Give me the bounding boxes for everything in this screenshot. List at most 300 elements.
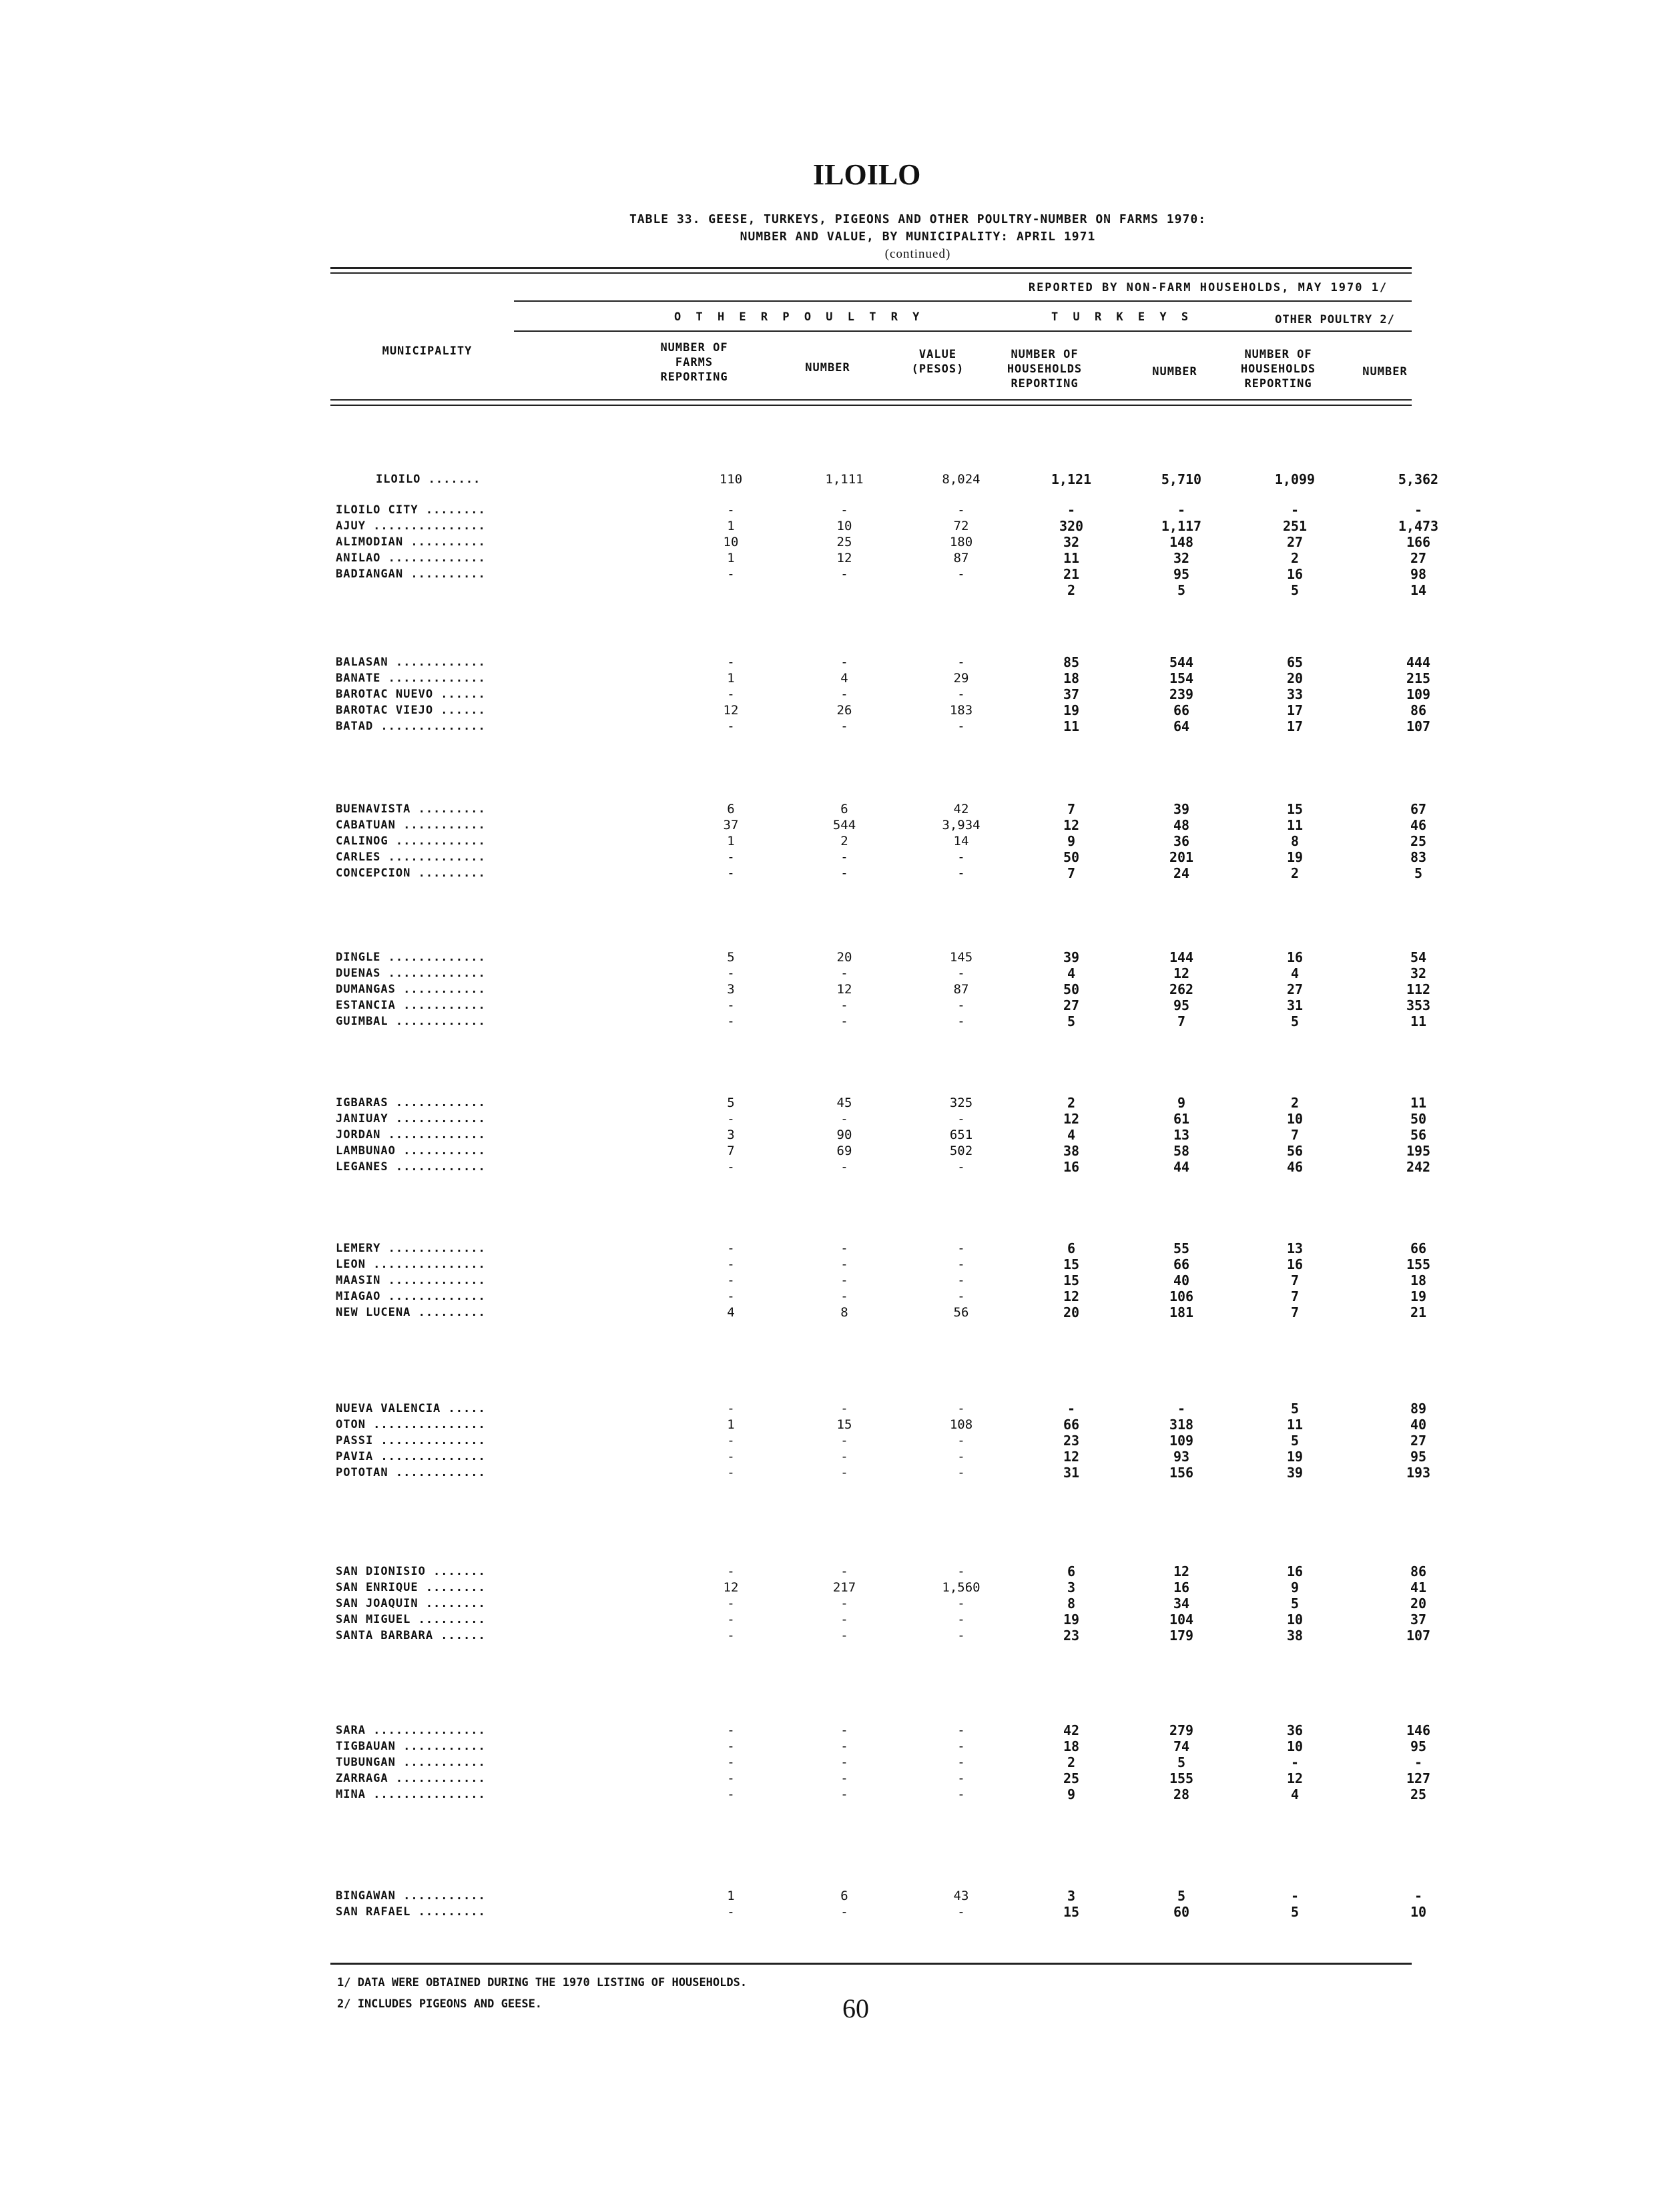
cell-other-households: 17 bbox=[1286, 702, 1304, 718]
cell-turkey-households: 66 bbox=[1063, 1417, 1080, 1433]
cell-turkey-number: 5,710 bbox=[1161, 471, 1202, 487]
cell-turkey-number: 5 bbox=[1177, 1754, 1186, 1770]
cell-number: 26 bbox=[836, 703, 852, 718]
cell-turkey-number: 181 bbox=[1169, 1304, 1194, 1320]
cell-other-households: 9 bbox=[1290, 1579, 1300, 1596]
cell-turkey-households: 39 bbox=[1063, 949, 1080, 965]
municipality-name: OTON ............... bbox=[336, 1418, 486, 1431]
municipality-name: ALIMODIAN .......... bbox=[336, 535, 486, 549]
cell-number: - bbox=[840, 1014, 848, 1029]
cell-value: 145 bbox=[949, 950, 973, 965]
cell-turkey-number: 66 bbox=[1173, 702, 1190, 718]
cell-turkey-number: 64 bbox=[1173, 718, 1190, 734]
cell-other-number: 21 bbox=[1410, 1304, 1427, 1320]
cell-value: - bbox=[957, 1289, 965, 1304]
cell-other-number: 193 bbox=[1406, 1465, 1431, 1481]
table-row bbox=[330, 801, 1425, 817]
cell-other-households: 2 bbox=[1290, 865, 1300, 881]
cell-farms-reporting: 110 bbox=[719, 472, 743, 487]
cell-turkey-number: 61 bbox=[1173, 1111, 1190, 1127]
municipality-name: TUBUNGAN ........... bbox=[336, 1756, 486, 1769]
cell-turkey-households: 38 bbox=[1063, 1143, 1080, 1159]
cell-farms-reporting: 5 bbox=[727, 950, 735, 965]
row-group-2 bbox=[330, 654, 1431, 734]
cell-number: - bbox=[840, 1160, 848, 1174]
other-poultry-2-header: OTHER POULTRY 2/ bbox=[1275, 313, 1395, 326]
cell-farms-reporting: 1 bbox=[727, 519, 735, 533]
cell-number: - bbox=[840, 1465, 848, 1480]
cell-other-number: 86 bbox=[1410, 1563, 1427, 1579]
table-row bbox=[330, 981, 1431, 997]
cell-number: 20 bbox=[836, 950, 852, 965]
cell-other-households: 5 bbox=[1290, 1596, 1300, 1612]
cell-farms-reporting: - bbox=[727, 1596, 735, 1611]
cell-turkey-households: 12 bbox=[1063, 1288, 1080, 1304]
cell-number: - bbox=[840, 1433, 848, 1448]
cell-number: - bbox=[840, 1241, 848, 1256]
row-group-8 bbox=[330, 1563, 1431, 1644]
cell-other-number: 195 bbox=[1406, 1143, 1431, 1159]
page-title: ILOILO bbox=[813, 158, 921, 191]
cell-turkey-households: 23 bbox=[1063, 1628, 1080, 1644]
cell-turkey-households: 9 bbox=[1067, 833, 1076, 849]
cell-value: 56 bbox=[953, 1305, 969, 1320]
cell-other-number: 20 bbox=[1410, 1596, 1427, 1612]
table-row bbox=[330, 566, 1425, 582]
cell-other-number: 67 bbox=[1410, 801, 1427, 817]
col-other-households-header: NUMBER OF HOUSEHOLDS REPORTING bbox=[1240, 348, 1316, 391]
reported-by-header: REPORTED BY NON-FARM HOUSEHOLDS, MAY 1970 1/ bbox=[1028, 281, 1388, 294]
cell-turkey-households: 12 bbox=[1063, 1111, 1080, 1127]
table-row bbox=[330, 686, 1431, 702]
cell-turkey-number: 5 bbox=[1177, 582, 1186, 598]
cell-other-number: 107 bbox=[1406, 1628, 1431, 1644]
municipality-name: SANTA BARBARA ...... bbox=[336, 1629, 486, 1642]
cell-value: 502 bbox=[949, 1144, 973, 1158]
cell-turkey-number: 66 bbox=[1173, 1256, 1190, 1272]
col-turkeys-number-header: NUMBER bbox=[1152, 365, 1197, 379]
cell-other-number: 37 bbox=[1410, 1612, 1427, 1628]
table-row bbox=[330, 1111, 1425, 1127]
cell-turkey-number: 148 bbox=[1169, 534, 1194, 550]
cell-farms-reporting: - bbox=[727, 1723, 735, 1738]
cell-turkey-households: 4 bbox=[1067, 965, 1076, 981]
cell-other-households: 27 bbox=[1286, 534, 1304, 550]
cell-turkey-number: - bbox=[1177, 502, 1186, 518]
cell-other-households: 65 bbox=[1286, 654, 1304, 670]
table-row bbox=[330, 534, 1431, 550]
municipality-name: TIGBAUAN ........... bbox=[336, 1740, 486, 1753]
cell-other-number: 5,362 bbox=[1398, 471, 1439, 487]
cell-number: 90 bbox=[836, 1128, 852, 1142]
cell-other-households: 31 bbox=[1286, 997, 1304, 1013]
table-row bbox=[330, 1579, 1425, 1596]
cell-other-households: 15 bbox=[1286, 801, 1304, 817]
cell-value: - bbox=[957, 567, 965, 581]
cell-turkey-households: 23 bbox=[1063, 1433, 1080, 1449]
cell-value: 29 bbox=[953, 671, 969, 686]
cell-turkey-households: 18 bbox=[1063, 1738, 1080, 1754]
municipality-name: BADIANGAN .......... bbox=[336, 567, 486, 581]
cell-turkey-number: 28 bbox=[1173, 1786, 1190, 1802]
cell-number: - bbox=[840, 1257, 848, 1272]
cell-turkey-number: 16 bbox=[1173, 1579, 1190, 1596]
table-bottom-rule bbox=[330, 1963, 1412, 1965]
cell-other-number: 215 bbox=[1406, 670, 1431, 686]
cell-value: - bbox=[957, 1014, 965, 1029]
municipality-name: IGBARAS ............ bbox=[336, 1096, 486, 1110]
cell-number: 10 bbox=[836, 519, 852, 533]
cell-farms-reporting: 12 bbox=[723, 1580, 739, 1595]
cell-farms-reporting: 3 bbox=[727, 1128, 735, 1142]
cell-other-households: 5 bbox=[1290, 1013, 1300, 1029]
municipality-name: CARLES ............. bbox=[336, 850, 486, 864]
cell-farms-reporting: - bbox=[727, 1905, 735, 1919]
cell-turkey-number: 12 bbox=[1173, 1563, 1190, 1579]
cell-other-households: 38 bbox=[1286, 1628, 1304, 1644]
cell-value: - bbox=[957, 998, 965, 1013]
table-row-total bbox=[330, 471, 1439, 487]
cell-other-number: 5 bbox=[1414, 865, 1423, 881]
cell-number: - bbox=[840, 850, 848, 865]
table-row bbox=[330, 718, 1431, 734]
subheader-rule bbox=[514, 330, 1412, 332]
cell-other-households: 16 bbox=[1286, 949, 1304, 965]
cell-farms-reporting: 1 bbox=[727, 551, 735, 565]
cell-turkey-households: 2 bbox=[1067, 582, 1076, 598]
cell-value: 14 bbox=[953, 834, 969, 848]
cell-value: - bbox=[957, 850, 965, 865]
cell-farms-reporting: 1 bbox=[727, 834, 735, 848]
cell-value: - bbox=[957, 1787, 965, 1802]
cell-other-households: 10 bbox=[1286, 1111, 1304, 1127]
cell-farms-reporting: - bbox=[727, 966, 735, 981]
header-rule-top bbox=[330, 267, 1412, 269]
cell-value: - bbox=[957, 1739, 965, 1754]
table-row bbox=[330, 997, 1431, 1013]
cell-value: 183 bbox=[949, 703, 973, 718]
cell-number: 12 bbox=[836, 551, 852, 565]
cell-other-number: 27 bbox=[1410, 550, 1427, 566]
municipality-name: DINGLE ............. bbox=[336, 951, 486, 964]
cell-other-households: 16 bbox=[1286, 1563, 1304, 1579]
cell-value: - bbox=[957, 1112, 965, 1126]
cell-other-households: 16 bbox=[1286, 1256, 1304, 1272]
cell-value: - bbox=[957, 1905, 965, 1919]
cell-other-number: 98 bbox=[1410, 566, 1427, 582]
cell-other-number: 155 bbox=[1406, 1256, 1431, 1272]
cell-farms-reporting: - bbox=[727, 1465, 735, 1480]
cell-turkey-households: 4 bbox=[1067, 1127, 1076, 1143]
cell-farms-reporting: - bbox=[727, 1160, 735, 1174]
cell-turkey-households: 31 bbox=[1063, 1465, 1080, 1481]
cell-number: 6 bbox=[840, 1889, 848, 1903]
cell-turkey-number: 12 bbox=[1173, 965, 1190, 981]
cell-farms-reporting: - bbox=[727, 1273, 735, 1288]
cell-other-number: 107 bbox=[1406, 718, 1431, 734]
cell-value: 87 bbox=[953, 982, 969, 997]
cell-turkey-households: 15 bbox=[1063, 1256, 1080, 1272]
cell-farms-reporting: - bbox=[727, 1257, 735, 1272]
cell-turkey-households: 6 bbox=[1067, 1240, 1076, 1256]
table-row bbox=[330, 1465, 1431, 1481]
cell-other-households: 4 bbox=[1290, 1786, 1300, 1802]
municipality-name: SAN JOAQUIN ........ bbox=[336, 1597, 486, 1610]
cell-farms-reporting: - bbox=[727, 1771, 735, 1786]
cell-value: - bbox=[957, 1612, 965, 1627]
cell-other-number: 242 bbox=[1406, 1159, 1431, 1175]
cell-value: - bbox=[957, 1241, 965, 1256]
cell-turkey-households: 320 bbox=[1059, 518, 1084, 534]
row-group-7 bbox=[330, 1401, 1431, 1481]
cell-other-number: 109 bbox=[1406, 686, 1431, 702]
table-row bbox=[330, 1628, 1431, 1644]
cell-value: - bbox=[957, 1433, 965, 1448]
cell-other-number: 18 bbox=[1410, 1272, 1427, 1288]
table-row bbox=[330, 550, 1425, 566]
cell-other-number: 27 bbox=[1410, 1433, 1427, 1449]
row-group-3 bbox=[330, 801, 1425, 881]
cell-other-number: 56 bbox=[1410, 1127, 1427, 1143]
cell-turkey-number: 44 bbox=[1173, 1159, 1190, 1175]
municipality-name: LEGANES ............ bbox=[336, 1160, 486, 1174]
cell-turkey-households: 15 bbox=[1063, 1272, 1080, 1288]
footnote-1: 1/ DATA WERE OBTAINED DURING THE 1970 LISTING OF HOUSEHOLDS. bbox=[337, 1976, 748, 1989]
cell-number: 1,111 bbox=[825, 472, 864, 487]
cell-other-households: 5 bbox=[1290, 1433, 1300, 1449]
cell-farms-reporting: - bbox=[727, 1289, 735, 1304]
cell-turkey-number: 36 bbox=[1173, 833, 1190, 849]
table-row bbox=[330, 1304, 1425, 1320]
cell-other-number: 112 bbox=[1406, 981, 1431, 997]
cell-value: - bbox=[957, 1723, 965, 1738]
municipality-name: SAN DIONISIO ....... bbox=[336, 1565, 486, 1578]
cell-number: - bbox=[840, 866, 848, 881]
cell-turkey-number: 5 bbox=[1177, 1888, 1186, 1904]
table-row bbox=[330, 1612, 1425, 1628]
cell-other-number: 11 bbox=[1410, 1095, 1427, 1111]
cell-other-number: - bbox=[1414, 1888, 1423, 1904]
cell-other-households: 251 bbox=[1282, 518, 1308, 534]
cell-turkey-households: 3 bbox=[1067, 1888, 1076, 1904]
cell-farms-reporting: 4 bbox=[727, 1305, 735, 1320]
cell-number: 6 bbox=[840, 802, 848, 816]
cell-turkey-households: 5 bbox=[1067, 1013, 1076, 1029]
cell-value: - bbox=[957, 1755, 965, 1770]
cell-turkey-households: 1,121 bbox=[1051, 471, 1092, 487]
municipality-name: DUMANGAS ........... bbox=[336, 983, 486, 996]
cell-turkey-number: 156 bbox=[1169, 1465, 1194, 1481]
cell-turkey-households: 25 bbox=[1063, 1770, 1080, 1786]
cell-turkey-households: 50 bbox=[1063, 849, 1080, 865]
cell-value: - bbox=[957, 1465, 965, 1480]
cell-turkey-number: 106 bbox=[1169, 1288, 1194, 1304]
col-number-header: NUMBER bbox=[805, 361, 850, 375]
cell-farms-reporting: - bbox=[727, 719, 735, 734]
municipality-name: SAN MIGUEL ......... bbox=[336, 1613, 486, 1626]
cell-farms-reporting: - bbox=[727, 1014, 735, 1029]
cell-number: - bbox=[840, 1289, 848, 1304]
cell-value: - bbox=[957, 1564, 965, 1579]
cell-other-number: 32 bbox=[1410, 965, 1427, 981]
cell-other-number: 25 bbox=[1410, 1786, 1427, 1802]
cell-value: 43 bbox=[953, 1889, 969, 1903]
cell-turkey-number: 104 bbox=[1169, 1612, 1194, 1628]
cell-value: - bbox=[957, 1273, 965, 1288]
cell-farms-reporting: - bbox=[727, 503, 735, 517]
cell-number: - bbox=[840, 1112, 848, 1126]
cell-number: 12 bbox=[836, 982, 852, 997]
cell-other-households: 20 bbox=[1286, 670, 1304, 686]
cell-turkey-households: 19 bbox=[1063, 702, 1080, 718]
table-row bbox=[330, 518, 1439, 534]
cell-other-number: 166 bbox=[1406, 534, 1431, 550]
cell-number: - bbox=[840, 966, 848, 981]
cell-turkey-households: 32 bbox=[1063, 534, 1080, 550]
cell-value: - bbox=[957, 1160, 965, 1174]
cell-number: - bbox=[840, 655, 848, 670]
municipality-name: ILOILO CITY ........ bbox=[336, 503, 486, 517]
cell-other-households: 17 bbox=[1286, 718, 1304, 734]
cell-turkey-households: 7 bbox=[1067, 865, 1076, 881]
cell-number: - bbox=[840, 1273, 848, 1288]
cell-turkey-households: - bbox=[1067, 502, 1076, 518]
cell-number: - bbox=[840, 1771, 848, 1786]
table-row bbox=[330, 654, 1431, 670]
cell-turkey-number: 1,117 bbox=[1161, 518, 1202, 534]
cell-other-households: 56 bbox=[1286, 1143, 1304, 1159]
cell-turkey-households: 7 bbox=[1067, 801, 1076, 817]
municipality-name: LAMBUNAO ........... bbox=[336, 1144, 486, 1158]
cell-other-households: 7 bbox=[1290, 1304, 1300, 1320]
municipality-name: MINA ............... bbox=[336, 1788, 486, 1801]
table-row bbox=[330, 949, 1425, 965]
cell-farms-reporting: 1 bbox=[727, 671, 735, 686]
cell-farms-reporting: - bbox=[727, 998, 735, 1013]
cell-turkey-households: 85 bbox=[1063, 654, 1080, 670]
cell-number: - bbox=[840, 1905, 848, 1919]
cell-turkey-households: 2 bbox=[1067, 1095, 1076, 1111]
cell-value: 8,024 bbox=[942, 472, 981, 487]
cell-value: 87 bbox=[953, 551, 969, 565]
row-group-9 bbox=[330, 1722, 1431, 1802]
table-row bbox=[330, 1786, 1425, 1802]
municipality-name: BUENAVISTA ......... bbox=[336, 802, 486, 816]
table-row bbox=[330, 1904, 1425, 1920]
cell-other-households: 11 bbox=[1286, 817, 1304, 833]
cell-value: 72 bbox=[953, 519, 969, 533]
cell-turkey-households: 2 bbox=[1067, 1754, 1076, 1770]
col-farms-reporting-header: NUMBER OF FARMS REPORTING bbox=[660, 341, 728, 384]
cell-value: 108 bbox=[949, 1417, 973, 1432]
municipality-name: ESTANCIA ........... bbox=[336, 999, 486, 1012]
cell-other-households: - bbox=[1290, 1888, 1300, 1904]
page-number: 60 bbox=[842, 1993, 869, 2023]
cell-other-number: 353 bbox=[1406, 997, 1431, 1013]
municipality-name: PASSI .............. bbox=[336, 1434, 486, 1447]
municipality-name: CALINOG ............ bbox=[336, 834, 486, 848]
cell-value: 651 bbox=[949, 1128, 973, 1142]
municipality-name: NEW LUCENA ......... bbox=[336, 1306, 486, 1319]
cell-turkey-households: 19 bbox=[1063, 1612, 1080, 1628]
cell-farms-reporting: - bbox=[727, 1612, 735, 1627]
cell-farms-reporting: - bbox=[727, 567, 735, 581]
cell-turkey-number: 48 bbox=[1173, 817, 1190, 833]
cell-other-number: 146 bbox=[1406, 1722, 1431, 1738]
municipality-name: LEMERY ............. bbox=[336, 1242, 486, 1255]
cell-other-households: 10 bbox=[1286, 1612, 1304, 1628]
cell-turkey-households: 3 bbox=[1067, 1579, 1076, 1596]
cell-farms-reporting: - bbox=[727, 655, 735, 670]
cell-farms-reporting: 37 bbox=[723, 818, 739, 832]
cell-other-households: 46 bbox=[1286, 1159, 1304, 1175]
cell-number: - bbox=[840, 1564, 848, 1579]
cell-turkey-households: 42 bbox=[1063, 1722, 1080, 1738]
cell-other-number: - bbox=[1414, 502, 1423, 518]
cell-turkey-number: 109 bbox=[1169, 1433, 1194, 1449]
municipality-name: JORDAN ............. bbox=[336, 1128, 486, 1142]
cell-turkey-households: 15 bbox=[1063, 1904, 1080, 1920]
municipality-name: LEON ............... bbox=[336, 1258, 486, 1271]
cell-turkey-number: 55 bbox=[1173, 1240, 1190, 1256]
cell-farms-reporting: - bbox=[727, 866, 735, 881]
cell-other-number: 86 bbox=[1410, 702, 1427, 718]
cell-other-number: 95 bbox=[1410, 1738, 1427, 1754]
table-row bbox=[330, 1433, 1425, 1449]
cell-value: - bbox=[957, 1449, 965, 1464]
footnote-2: 2/ INCLUDES PIGEONS AND GEESE. bbox=[337, 1997, 543, 2011]
cell-other-number: 127 bbox=[1406, 1770, 1431, 1786]
cell-number: - bbox=[840, 1723, 848, 1738]
cell-number: - bbox=[840, 1401, 848, 1416]
cell-turkey-number: 7 bbox=[1177, 1013, 1186, 1029]
cell-other-households: 19 bbox=[1286, 1449, 1304, 1465]
cell-turkey-households: 9 bbox=[1067, 1786, 1076, 1802]
reported-by-rule bbox=[514, 300, 1412, 302]
cell-turkey-number: 318 bbox=[1169, 1417, 1194, 1433]
cell-number: - bbox=[840, 503, 848, 517]
municipality-header: MUNICIPALITY bbox=[382, 344, 473, 358]
table-row bbox=[330, 1770, 1431, 1786]
cell-turkey-households: 50 bbox=[1063, 981, 1080, 997]
table-row bbox=[330, 582, 1425, 598]
table-row bbox=[330, 817, 1425, 833]
cell-farms-reporting: 1 bbox=[727, 1889, 735, 1903]
col-households-reporting-header: NUMBER OF HOUSEHOLDS REPORTING bbox=[1007, 348, 1083, 391]
cell-other-number: 83 bbox=[1410, 849, 1427, 865]
cell-number: 217 bbox=[832, 1580, 856, 1595]
table-caption-continued: (continued) bbox=[884, 247, 951, 261]
cell-value: - bbox=[957, 1771, 965, 1786]
cell-other-households: 1,099 bbox=[1274, 471, 1316, 487]
cell-number: 8 bbox=[840, 1305, 848, 1320]
cell-other-households: 8 bbox=[1290, 833, 1300, 849]
municipality-name: ZARRAGA ............ bbox=[336, 1772, 486, 1785]
municipality-name: GUIMBAL ............ bbox=[336, 1015, 486, 1028]
cell-turkey-number: 262 bbox=[1169, 981, 1194, 997]
cell-other-households: 2 bbox=[1290, 550, 1300, 566]
row-group-5 bbox=[330, 1095, 1431, 1175]
cell-number: 2 bbox=[840, 834, 848, 848]
cell-other-number: 89 bbox=[1410, 1401, 1427, 1417]
cell-turkey-number: 201 bbox=[1169, 849, 1194, 865]
cell-value: 3,934 bbox=[942, 818, 981, 832]
table-row bbox=[330, 1722, 1431, 1738]
row-group-1 bbox=[330, 502, 1439, 598]
cell-other-households: - bbox=[1290, 1754, 1300, 1770]
cell-turkey-households: 11 bbox=[1063, 550, 1080, 566]
municipality-name: JANIUAY ............ bbox=[336, 1112, 486, 1126]
